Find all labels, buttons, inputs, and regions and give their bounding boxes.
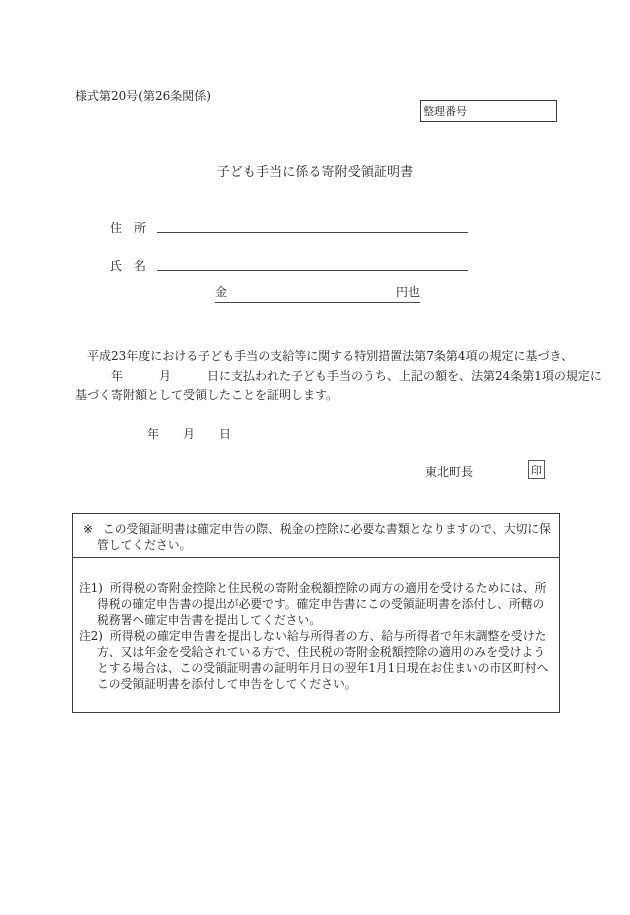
address-label: 住 所 (110, 221, 147, 235)
form-number: 様式第20号(第26条関係) (75, 89, 211, 103)
caution-section (73, 514, 559, 558)
issuer-name: 東北町長 (425, 465, 474, 479)
statement-line-1: 平成23年度における子ども手当の支給等に関する特別措置法第7条第4項の規定に基づき、 (75, 349, 574, 363)
issue-date-line: 年 月 日 (147, 427, 232, 441)
address-fill-line (157, 213, 468, 233)
note-item (79, 580, 554, 628)
notes-section (73, 558, 559, 712)
seal-label: 印 (531, 463, 542, 477)
caution-symbol: ※ (83, 522, 93, 536)
seal-box (528, 460, 545, 479)
statement-line-3: 基づく寄附額として受領したことを証明します。 (75, 388, 339, 402)
note-1-label: 注1) (79, 581, 103, 595)
certification-statement (75, 347, 602, 406)
reference-number-box (420, 100, 557, 122)
notes-box (72, 513, 560, 713)
note-1-text: 所得税の寄附金控除と住民税の寄附金税額控除の両方の適用を受けるためには、所得税の確定申告書の提出が必要です。確定申告書にこの受領証明書を添付し、所轄の税務署へ確定申告書を提出してください。 (97, 581, 547, 627)
note-2-text: 所得税の確定申告書を提出しない給与所得者の方、給与所得者で年末調整を受けた方、又は年金を受給されている方で、住民税の寄附金税額控除の適用のみを受けようとする場合は、この受領証明書の証明年月日の翌年1月1日現在お住まいの市区町村へこの受領証明書を添付して申告をしてください。 (97, 629, 549, 691)
note-2-label: 注2) (79, 629, 103, 643)
amount-prefix-label: 金 (215, 285, 228, 299)
amount-suffix-label: 円也 (395, 285, 420, 299)
amount-fill-line (215, 283, 420, 303)
name-label: 氏 名 (110, 259, 147, 273)
caution-text: この受領証明書は確定申告の際、税金の控除に必要な書類となりますので、大切に保管してください。 (97, 522, 551, 552)
name-fill-line (157, 251, 468, 271)
note-item (79, 628, 554, 692)
statement-line-2: 年 月 日に支払われた子ども手当のうち、上記の額を、法第24条第1項の規定に (75, 368, 602, 383)
reference-number-label: 整理番号 (423, 105, 467, 118)
caution-note (83, 521, 554, 553)
document-title: 子ども手当に係る寄附受領証明書 (216, 165, 414, 180)
